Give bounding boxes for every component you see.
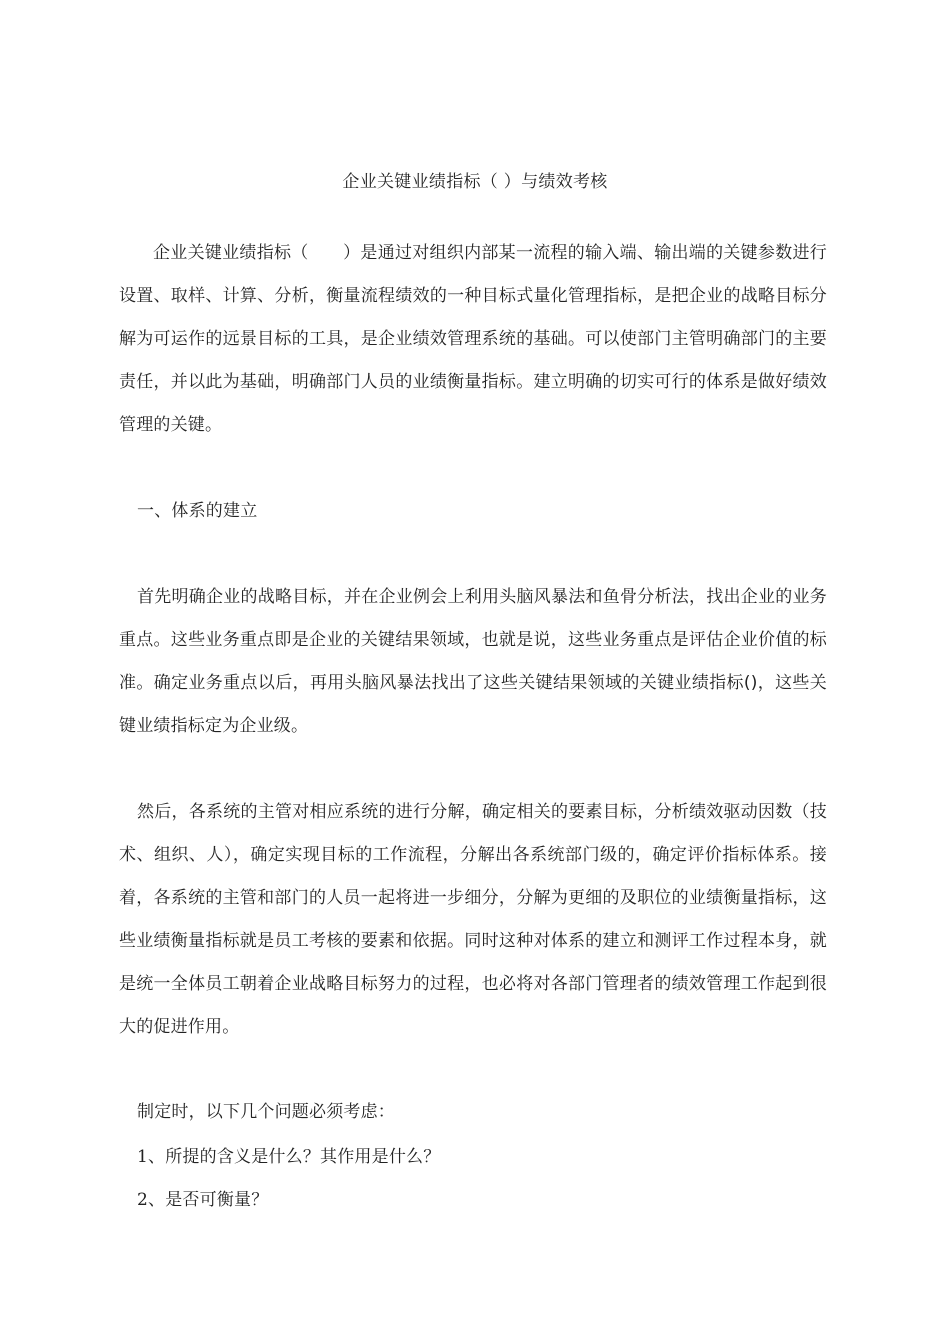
section-heading: 一、体系的建立: [137, 501, 258, 521]
question-item-2: [119, 1179, 827, 1222]
intro-paragraph: 企业关键业绩指标（ ）是通过对组织内部某一流程的输入端、输出端的关键参数进行设置、取样、计算、分析，衡量流程绩效的一种目标式量化管理指标，是把企业的战略目标分解为可运作的远景目标的工具，是企业绩效管理系统的基础。可以使部门主管明确部门的主要责任，并以此为基础，明确部门人员的业绩衡量指标。建立明确的切实可行的体系是做好绩效管理的关键。: [119, 243, 827, 435]
question-number: 2: [137, 1190, 149, 1210]
body-paragraph-2: 然后，各系统的主管对相应系统的进行分解，确定相关的要素目标，分析绩效驱动因数（技术、组织、人），确定实现目标的工作流程，分解出各系统部门级的，确定评价指标体系。接着，各系统的主管和部门的人员一起将进一步细分，分解为更细的及职位的业绩衡量指标，这些业绩衡量指标就是员工考核的要素和依据。同时这种对体系的建立和测评工作过程本身，就是统一全体员工朝着企业战略目标努力的过程，也必将对各部门管理者的绩效管理工作起到很大的促进作用。: [119, 802, 827, 1037]
document-title: 企业关键业绩指标（ ）与绩效考核: [342, 172, 608, 192]
question-number: 1: [137, 1147, 149, 1167]
body-paragraph-1: 首先明确企业的战略目标，并在企业例会上利用头脑风暴法和鱼骨分析法，找出企业的业务重点。这些业务重点即是企业的关键结果领域，也就是说，这些业务重点是评估企业价值的标准。确定业务重点以后，再用头脑风暴法找出了这些关键结果领域的关键业绩指标()，这些关键业绩指标定为企业级。: [119, 587, 827, 736]
question-item-1: [119, 1136, 827, 1179]
consider-intro: 制定时，以下几个问题必须考虑：: [137, 1102, 395, 1122]
question-text: 、是否可衡量？: [148, 1190, 269, 1210]
question-text: 、所提的含义是什么？其作用是什么？: [148, 1147, 441, 1167]
